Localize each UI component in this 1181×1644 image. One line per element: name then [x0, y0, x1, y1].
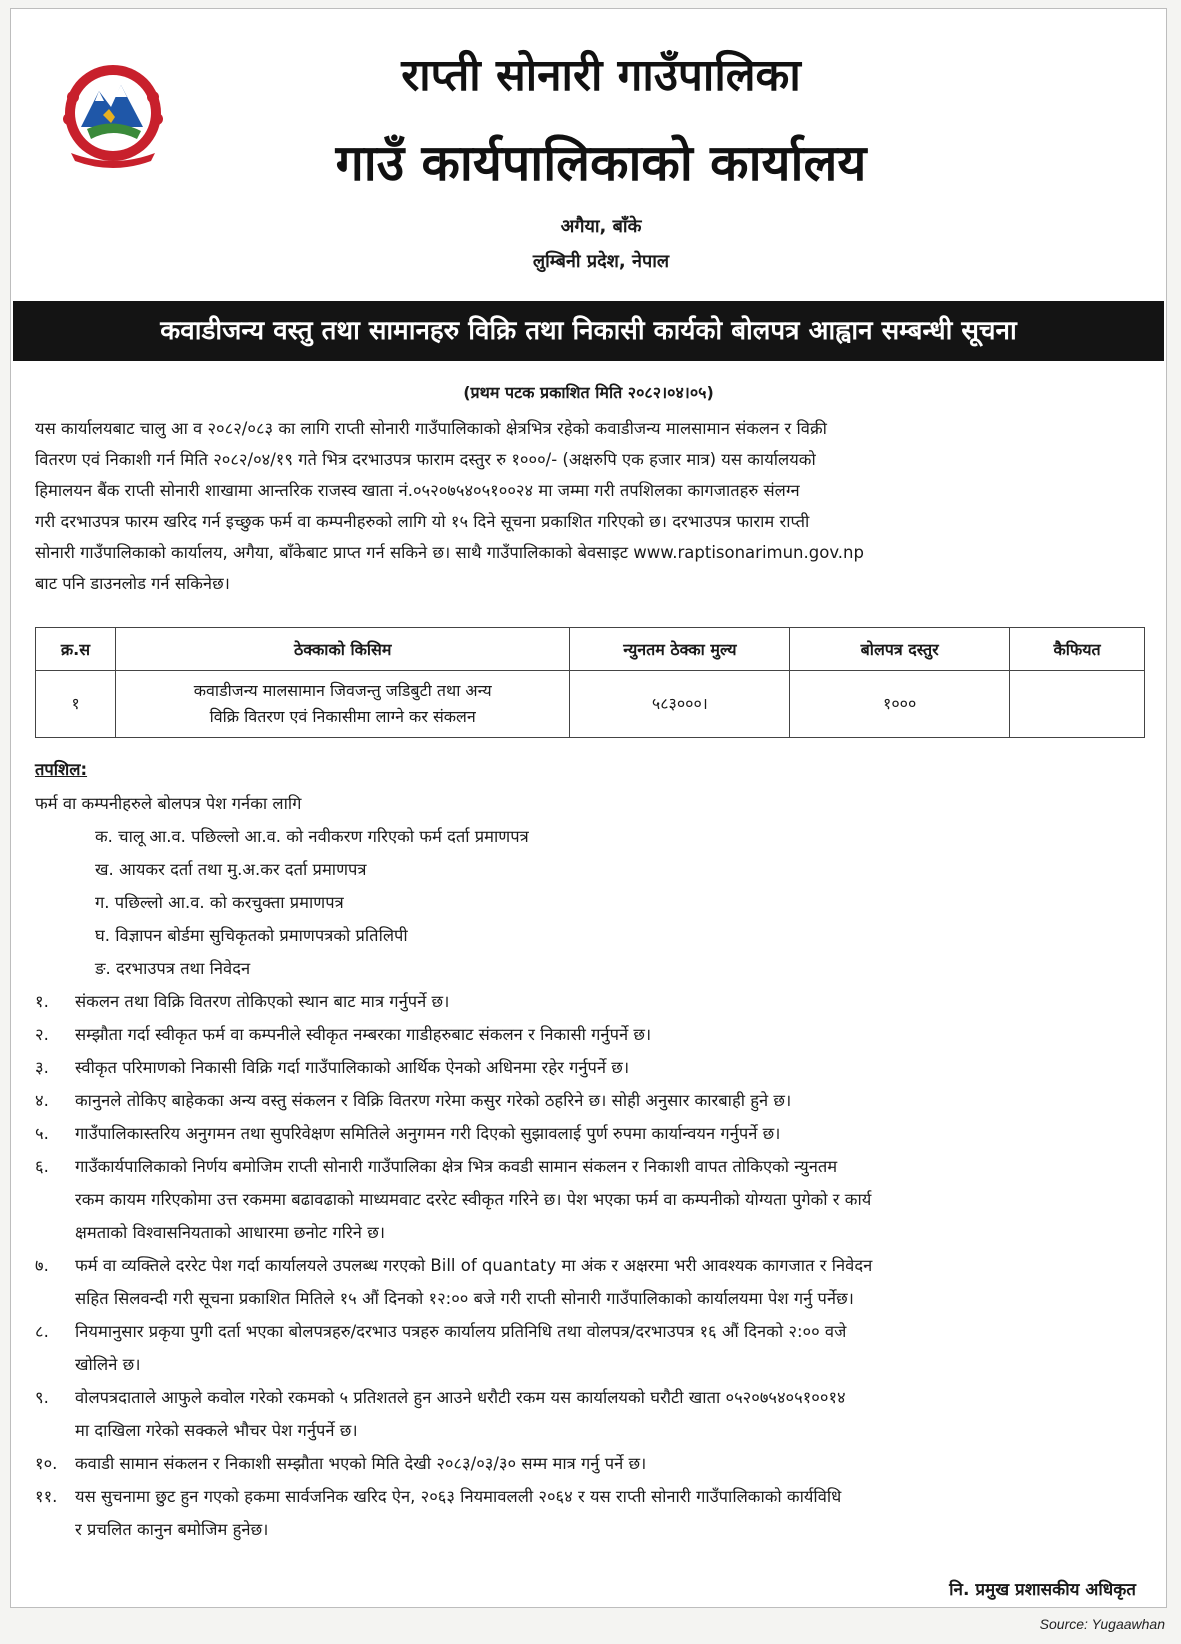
condition-text-cont: मा दाखिला गरेको सक्कले भौचर पेश गर्नुपर्ने छ। [75, 1421, 358, 1440]
condition-text: स्वीकृत परिमाणको निकासी विक्रि गर्दा गाउँपालिकाको आर्थिक ऐनको अधिनमा रहेर गर्नुपर्ने छ। [75, 1058, 630, 1077]
details-heading: तपशिल: [35, 760, 88, 779]
notice-title-bar: कवाडीजन्य वस्तु तथा सामानहरु विक्रि तथा निकासी कार्यको बोलपत्र आह्वान सम्बन्धी सूचना [13, 301, 1164, 361]
condition-number: ३. [35, 1058, 49, 1077]
condition-item [35, 1117, 1145, 1150]
intro-line: सोनारी गाउँपालिकाको कार्यालय, अगैया, बाँकेबाट प्राप्त गर्न सकिने छ। साथै गाउँपालिकाको बेवसाइट www.raptisonarimun.gov.np [35, 543, 864, 562]
office-title: गाउँ कार्यपालिकाको कार्यालय [335, 134, 867, 192]
cell-sn: १ [36, 671, 116, 738]
table-header-row [36, 628, 1145, 671]
col-header-remarks: कैफियत [1010, 628, 1145, 671]
intro-line: वितरण एवं निकाशी गर्न मिति २०८२/०४/१९ गते भित्र दरभाउपत्र फाराम दस्तुर रु १०००/- (अक्षरुपि एक हजार मात्र) यस कार्यालयको [35, 450, 816, 469]
condition-item [35, 1051, 1145, 1084]
condition-item [35, 1480, 1145, 1513]
condition-item [35, 1249, 1145, 1282]
condition-number: ८. [35, 1322, 49, 1341]
col-header-type: ठेक्काको किसिम [115, 628, 570, 671]
condition-text-cont: र प्रचलित कानुन बमोजिम हुनेछ। [75, 1520, 269, 1539]
condition-text: संकलन तथा विक्रि वितरण तोकिएको स्थान बाट मात्र गर्नुपर्ने छ। [75, 992, 450, 1011]
condition-number: ११. [35, 1487, 58, 1506]
condition-number: २. [35, 1025, 49, 1044]
condition-item [35, 1447, 1145, 1480]
condition-text: गाउँपालिकास्तरिय अनुगमन तथा सुपरिवेक्षण समितिले अनुगमन गरी दिएको सुझावलाई पुर्ण रुपमा कार्यान्वयन गर्नुपर्ने छ। [75, 1124, 781, 1143]
cell-type [115, 671, 570, 738]
condition-text: वोलपत्रदाताले आफुले कवोल गरेको रकमको ५ प्रतिशतले हुन आउने धरौटी रकम यस कार्यालयको घरौटी खाता ०५२०७५४०५१००१४ [75, 1388, 846, 1407]
condition-number: १०. [35, 1454, 58, 1473]
condition-text-cont: क्षमताको विश्वासनियताको आधारमा छनोट गरिने छ। [75, 1223, 386, 1242]
condition-number: ४. [35, 1091, 49, 1110]
condition-text: गाउँकार्यपालिकाको निर्णय बमोजिम राप्ती सोनारी गाउँपालिका क्षेत्र भित्र कवडी सामान संकलन र निकाशी वापत तोकिएको न्युनतम [75, 1157, 838, 1176]
doc-item: ङ. दरभाउपत्र तथा निवेदन [95, 959, 251, 978]
publish-date: (प्रथम पटक प्रकाशित मिति २०८२।०४।०५) [463, 383, 714, 402]
cell-remarks [1010, 671, 1145, 738]
cell-fee: १००० [790, 671, 1010, 738]
condition-number: ९. [35, 1388, 49, 1407]
condition-item [35, 1381, 1145, 1414]
doc-item: घ. विज्ञापन बोर्डमा सुचिकृतको प्रमाणपत्रको प्रतिलिपी [95, 926, 408, 945]
intro-paragraph [35, 413, 1145, 599]
address-line-2: लुम्बिनी प्रदेश, नेपाल [532, 251, 670, 272]
intro-line: यस कार्यालयबाट चालु आ व २०८२/०८३ का लागि राप्ती सोनारी गाउँपालिकाको क्षेत्रभित्र रहेको कवाडीजन्य मालसामान संकलन र विक्री [35, 419, 827, 438]
municipality-title: राप्ती सोनारी गाउँपालिका [401, 50, 801, 101]
condition-item [35, 1315, 1145, 1348]
condition-text: नियमानुसार प्रकृया पुगी दर्ता भएका बोलपत्रहरु/दरभाउ पत्रहरु कार्यालय प्रतिनिधि तथा वोलपत्र/दरभाउपत्र १६ औं दिनको २:०० वजे [75, 1322, 847, 1341]
doc-item: ग. पछिल्लो आ.व. को करचुक्ता प्रमाणपत्र [95, 893, 344, 912]
col-header-fee: बोलपत्र दस्तुर [790, 628, 1010, 671]
details-intro: फर्म वा कम्पनीहरुले बोलपत्र पेश गर्नका लागि [35, 794, 302, 813]
condition-number: ६. [35, 1157, 49, 1176]
condition-number: ५. [35, 1124, 49, 1143]
table-row [36, 671, 1145, 738]
intro-line: बाट पनि डाउनलोड गर्न सकिनेछ। [35, 574, 230, 593]
doc-item: ख. आयकर दर्ता तथा मु.अ.कर दर्ता प्रमाणपत्र [95, 860, 367, 879]
condition-text: यस सुचनामा छुट हुन गएको हकमा सार्वजनिक खरिद ऐन, २०६३ नियमावलली २०६४ र यस राप्ती सोनारी गाउँपालिकाको कार्यविधि [75, 1487, 842, 1506]
address-line-1: अगैया, बाँके [560, 216, 642, 237]
condition-text-cont: सहित सिलवन्दी गरी सूचना प्रकाशित मितिले १५ औं दिनको १२:०० बजे गरी राप्ती सोनारी गाउँपालिकाको कार्यालयमा पेश गर्नु पर्नेछ। [75, 1289, 854, 1308]
col-header-sn: क्र.स [36, 628, 116, 671]
tender-table [35, 627, 1145, 738]
condition-text: कानुनले तोकिए बाहेकका अन्य वस्तु संकलन र विक्रि वितरण गरेमा कसुर गरेको ठहरिने छ। सोही अनुसार कारबाही हुने छ। [75, 1091, 792, 1110]
cell-min-value: ५८३०००। [570, 671, 790, 738]
condition-item [35, 985, 1145, 1018]
nepal-emblem-icon [51, 57, 181, 177]
source-credit: Source: Yugaawhan [1039, 1616, 1165, 1632]
details-list [35, 787, 1145, 1546]
col-header-min-value: न्युनतम ठेक्का मुल्य [570, 628, 790, 671]
condition-item [35, 1018, 1145, 1051]
signature-title: नि. प्रमुख प्रशासकीय अधिकृत [949, 1580, 1136, 1600]
notice-sheet [10, 8, 1167, 1608]
condition-text: सम्झौता गर्दा स्वीकृत फर्म वा कम्पनीले स्वीकृत नम्बरका गाडीहरुबाट संकलन र निकासी गर्नुपर्ने छ। [75, 1025, 652, 1044]
condition-text-cont: रकम कायम गरिएकोमा उत्त रकममा बढावढाको माध्यमवाट दररेट स्वीकृत गरिने छ। पेश भएका फर्म वा कम्पनीको योग्यता पुगेको र कार्य [75, 1190, 872, 1209]
condition-text: फर्म वा व्यक्तिले दररेट पेश गर्दा कार्यालयले उपलब्ध गरएको Bill of quantaty मा अंक र अक्षरमा भरी आवश्यक कागजात र निवेदन [75, 1256, 873, 1275]
intro-line: गरी दरभाउपत्र फारम खरिद गर्न इच्छुक फर्म वा कम्पनीहरुको लागि यो १५ दिने सूचना प्रकाशित गरिएको छ। दरभाउपत्र फाराम राप्ती [35, 512, 810, 531]
condition-text: कवाडी सामान संकलन र निकाशी सम्झौता भएको मिति देखी २०८३/०३/३० सम्म मात्र गर्नु पर्ने छ। [75, 1454, 647, 1473]
cell-type-line: कवाडीजन्य मालसामान जिवजन्तु जडिबुटी तथा अन्य [193, 681, 492, 700]
condition-number: १. [35, 992, 49, 1011]
condition-text-cont: खोलिने छ। [75, 1355, 141, 1374]
doc-item: क. चालू आ.व. पछिल्लो आ.व. को नवीकरण गरिएको फर्म दर्ता प्रमाणपत्र [95, 827, 529, 846]
cell-type-line: विक्रि वितरण एवं निकासीमा लाग्ने कर संकलन [209, 707, 476, 726]
condition-number: ७. [35, 1256, 49, 1275]
condition-item [35, 1084, 1145, 1117]
condition-item [35, 1150, 1145, 1183]
intro-line: हिमालयन बैंक राप्ती सोनारी शाखामा आन्तरिक राजस्व खाता नं.०५२०७५४०५१००२४ मा जम्मा गरी तपशिलका कागजातहरु संलग्न [35, 481, 800, 500]
